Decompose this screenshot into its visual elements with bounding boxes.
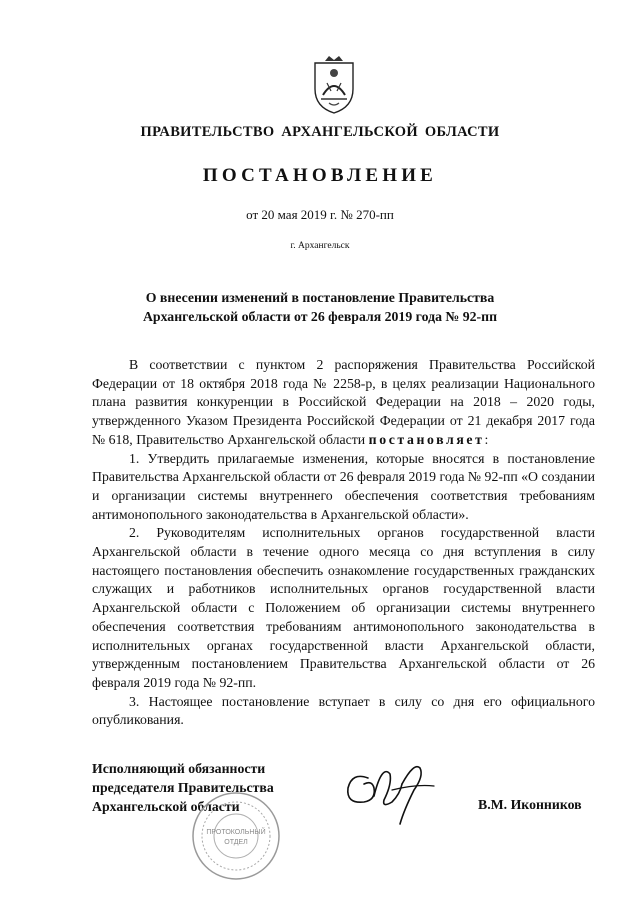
document-type: ПОСТАНОВЛЕНИЕ [202,165,438,186]
authority-name: ПРАВИТЕЛЬСТВО АРХАНГЕЛЬСКОЙ ОБЛАСТИ [140,124,500,140]
signer-role-line-2: председателя Правительства [92,780,274,795]
svg-text:ПРОТОКОЛЬНЫЙ: ПРОТОКОЛЬНЫЙ [206,829,266,836]
item-2-paragraph: 2. Руководителям исполнительных органов государственной власти Архангельской области в течение одного месяца со дня вступления в силу настоящего постановления обеспечить ознакомление государственных гражданских служащих и работников исполнительных органов государственной власти Архангельской области с Положением об организации системы внутреннего обеспечения соответствия требованиям антимонопольного законодательства в исполнительных органах государственной власти Архангельской области, утвержденным постановлением Правительства Архангельской области от 26 февраля 2019 года № 92-пп. [92,525,595,690]
handwritten-signature [330,750,450,830]
svg-text:ОТДЕЛ: ОТДЕЛ [224,839,248,846]
preamble-text: В соответствии с пунктом 2 распоряжения Правительства Российской Федерации от 18 октября 2018 года № 2258-р, в целях реализации Национального плана развития конкуренции в Российской Федерации на 2018 – 2020 годы, утвержденного Указом Президента Российской Федерации от 21 декабря 2017 года № 618, Правительство Архангельской области [92,357,595,447]
document-date-number: от 20 мая 2019 г. № 270-пп [246,207,394,222]
item-3-paragraph: 3. Настоящее постановление вступает в силу со дня его официального опубликования. [92,693,595,728]
title-line-2: Архангельской области от 26 февраля 2019 года № 92-пп [142,309,498,324]
protocol-stamp [190,790,282,882]
coat-of-arms-icon [309,55,359,115]
signer-name: В.М. Иконников [478,797,582,812]
title-line-1: О внесении изменений в постановление Правительства [145,290,495,305]
document-title [0,288,640,326]
document-city: г. Архангельск [290,241,350,251]
preamble-paragraph [92,356,595,450]
document-body [92,356,595,730]
decree-colon: : [484,431,489,447]
signer-role-line-1: Исполняющий обязанности [92,761,266,776]
item-1-paragraph: 1. Утвердить прилагаемые изменения, которые вносятся в постановление Правительства Архангельской области от 26 февраля 2019 года № 92-пп «О создании и организации системы внутреннего обеспечения соответствия требованиям антимонопольного законодательства в Архангельской области». [92,450,595,522]
decree-word: постановляет [368,431,485,447]
signer-role-line-3: Архангельской области [92,799,240,814]
